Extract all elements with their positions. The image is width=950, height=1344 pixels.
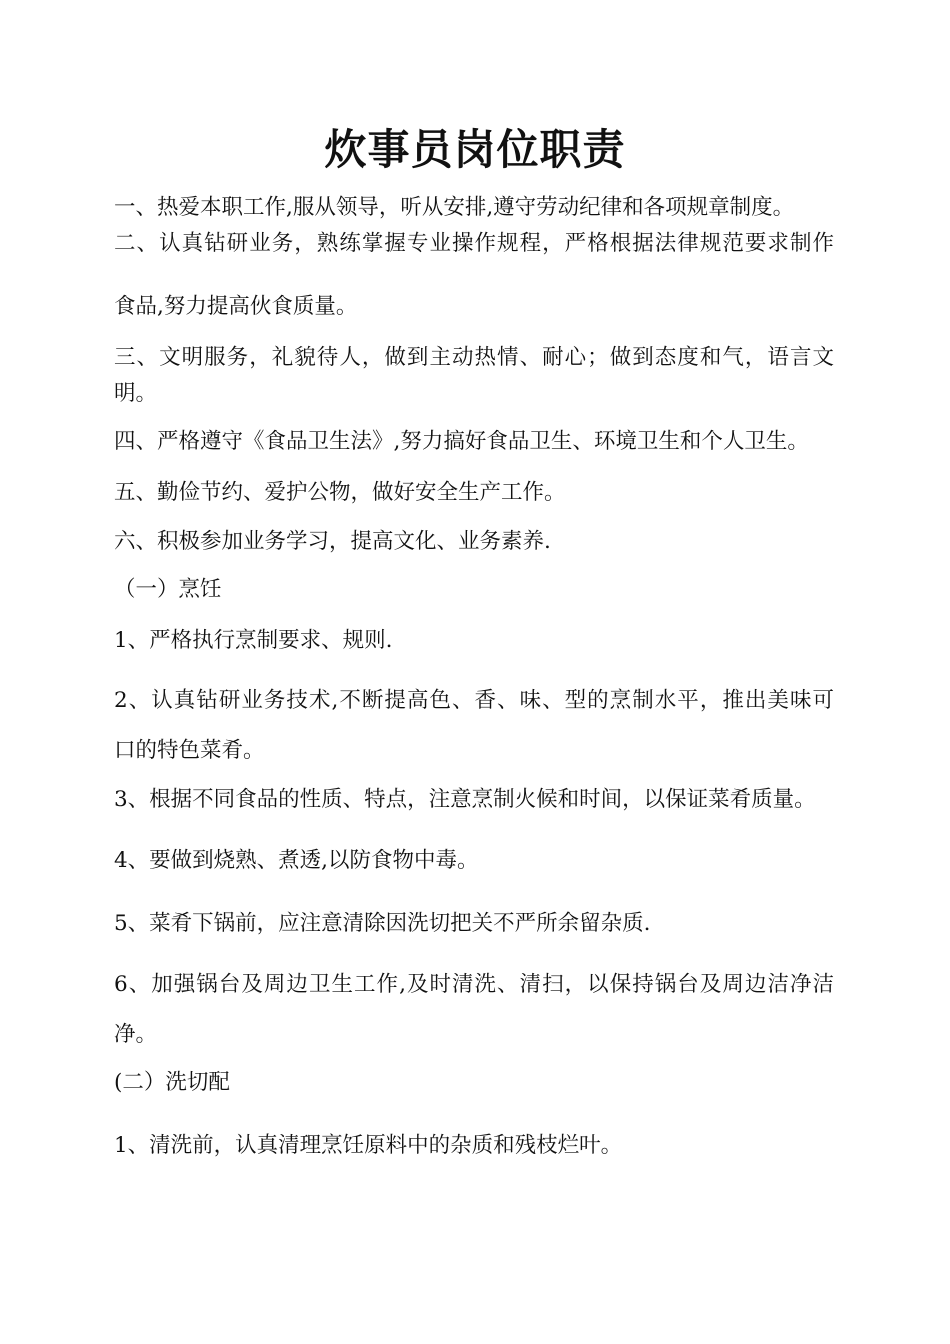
text-line: 2、认真钻研业务技术,不断提高色、香、味、型的烹制水平，推出美味可 xyxy=(114,688,834,713)
section-heading: (二）洗切配 xyxy=(114,1070,230,1095)
text-line: 五、勤俭节约、爱护公物，做好安全生产工作。 xyxy=(114,480,566,505)
document-title: 炊事员岗位职责 xyxy=(324,125,626,174)
text-line: 口的特色菜肴。 xyxy=(114,738,265,763)
text-line: 四、严格遵守《食品卫生法》,努力搞好食品卫生、环境卫生和个人卫生。 xyxy=(114,429,809,454)
text-line: 三、文明服务，礼貌待人，做到主动热情、耐心；做到态度和气，语言文 xyxy=(114,345,834,370)
text-line: 六、积极参加业务学习，提高文化、业务素养. xyxy=(114,529,551,554)
text-line: 3、根据不同食品的性质、特点，注意烹制火候和时间，以保证菜肴质量。 xyxy=(114,787,816,812)
text-line: 1、严格执行烹制要求、规则. xyxy=(114,628,393,653)
text-line: 净。 xyxy=(114,1022,158,1047)
section-heading: （一）烹饪 xyxy=(114,577,222,602)
text-line: 4、要做到烧熟、煮透,以防食物中毒。 xyxy=(114,848,479,873)
text-line: 食品,努力提高伙食质量。 xyxy=(114,294,358,319)
text-line: 二、认真钻研业务，熟练掌握专业操作规程，严格根据法律规范要求制作 xyxy=(114,231,834,256)
text-line: 一、热爱本职工作,服从领导，听从安排,遵守劳动纪律和各项规章制度。 xyxy=(114,195,795,220)
text-line: 5、菜肴下锅前，应注意清除因洗切把关不严所余留杂质. xyxy=(114,911,651,936)
text-line: 1、清洗前，认真清理烹饪原料中的杂质和残枝烂叶。 xyxy=(114,1133,623,1158)
text-line: 明。 xyxy=(114,381,158,406)
text-line: 6、加强锅台及周边卫生工作,及时清洗、清扫，以保持锅台及周边洁净洁 xyxy=(114,972,834,997)
